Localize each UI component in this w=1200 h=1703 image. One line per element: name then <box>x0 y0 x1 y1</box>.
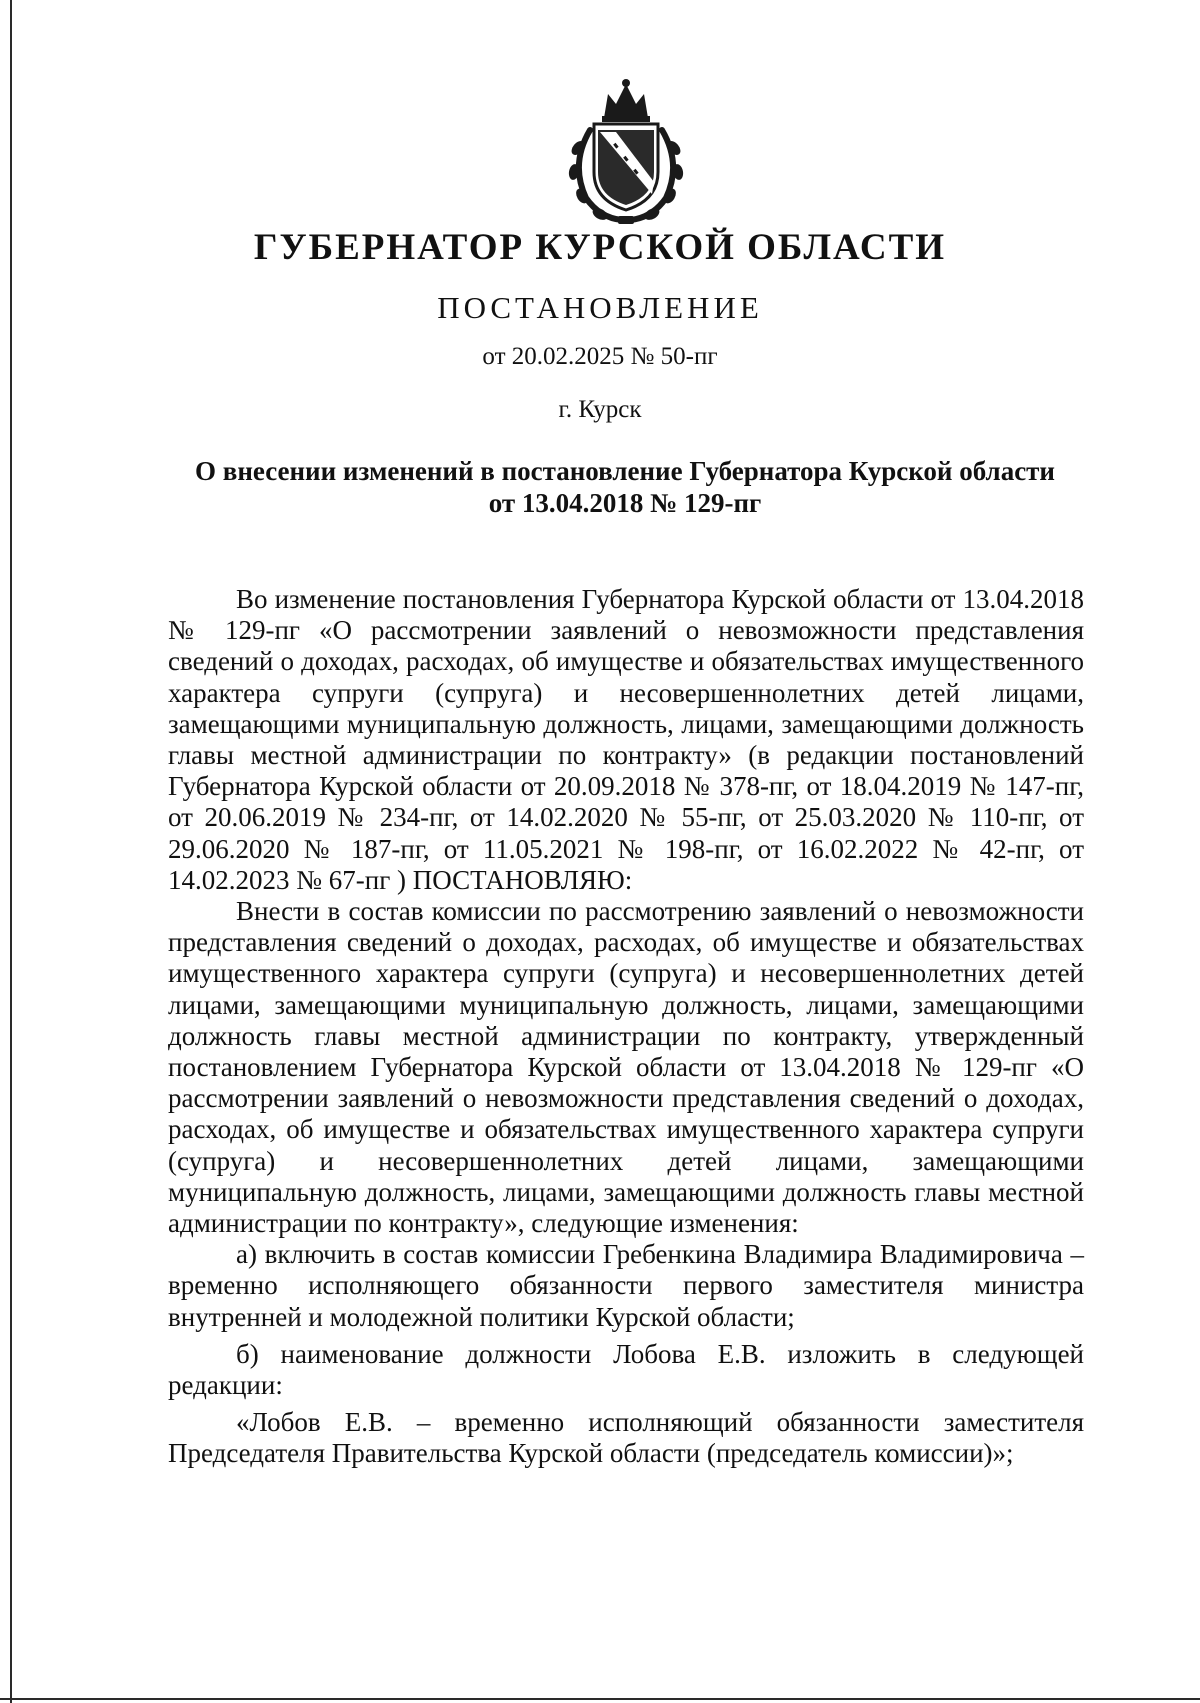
kursk-coat-of-arms-icon <box>556 78 696 226</box>
body-paragraph-item-b: б) наименование должности Лобова Е.В. изложить в следующей редакции: <box>168 1338 1084 1401</box>
body-paragraph-item-a: а) включить в состав комиссии Гребенкина Владимира Владимировича – временно исполняющего обязанности первого заместителя министра внутренней и молодежной политики Курской области; <box>168 1239 1084 1332</box>
document-city: г. Курск <box>558 396 642 423</box>
subject-line-1: О внесении изменений в постановление Губернатора Курской области <box>195 456 1055 486</box>
body-paragraph-preamble: Во изменение постановления Губернатора Курской области от 13.04.2018 № 129-пг «О рассмотрении заявлений о невозможности представления сведений о доходах, расходах, об имуществе и обязательствах имущественного характера супруги (супруга) и несовершеннолетних детей лицами, замещающими муниципальную должность, лицами, замещающими должность главы местной администрации по контракту» (в редакции постановлений Губернатора Курской области от 20.09.2018 № 378-пг, от 18.04.2019 № 147-пг, от 20.06.2019 № 234-пг, от 14.02.2020 № 55-пг, от 25.03.2020 № 110-пг, от 29.06.2020 № 187-пг, от 11.05.2021 № 198-пг, от 16.02.2022 № 42-пг, от 14.02.2023 № 67-пг ) ПОСТАНОВЛЯЮ: <box>168 584 1084 895</box>
document-number: от 20.02.2025 № 50-пг <box>482 343 718 370</box>
body-paragraph-quote: «Лобов Е.В. – временно исполняющий обязанности заместителя Председателя Правительства Курской области (председатель комиссии)»; <box>168 1407 1084 1469</box>
scan-edge-bottom <box>0 1698 1200 1700</box>
body-paragraph-main: Внести в состав комиссии по рассмотрению заявлений о невозможности представления сведений о доходах, расходах, об имуществе и обязательствах имущественного характера супруги (супруга) и несовершеннолетних детей лицами, замещающими муниципальную должность, лицами, замещающими должность главы местной администрации по контракту, утвержденный постановлением Губернатора Курской области от 13.04.2018 № 129-пг «О рассмотрении заявлений о невозможности представления сведений о доходах, расходах, об имуществе и обязательствах имущественного характера супруги (супруга) и несовершеннолетних детей лицами, замещающими муниципальную должность, лицами, замещающими должность главы местной администрации по контракту», следующие изменения: <box>168 896 1084 1239</box>
document-subject <box>160 455 1090 519</box>
subject-line-2: от 13.04.2018 № 129-пг <box>488 488 762 518</box>
authority-title: ГУБЕРНАТОР КУРСКОЙ ОБЛАСТИ <box>253 227 947 268</box>
document-body <box>168 584 1084 1470</box>
document-type: ПОСТАНОВЛЕНИЕ <box>437 290 763 325</box>
